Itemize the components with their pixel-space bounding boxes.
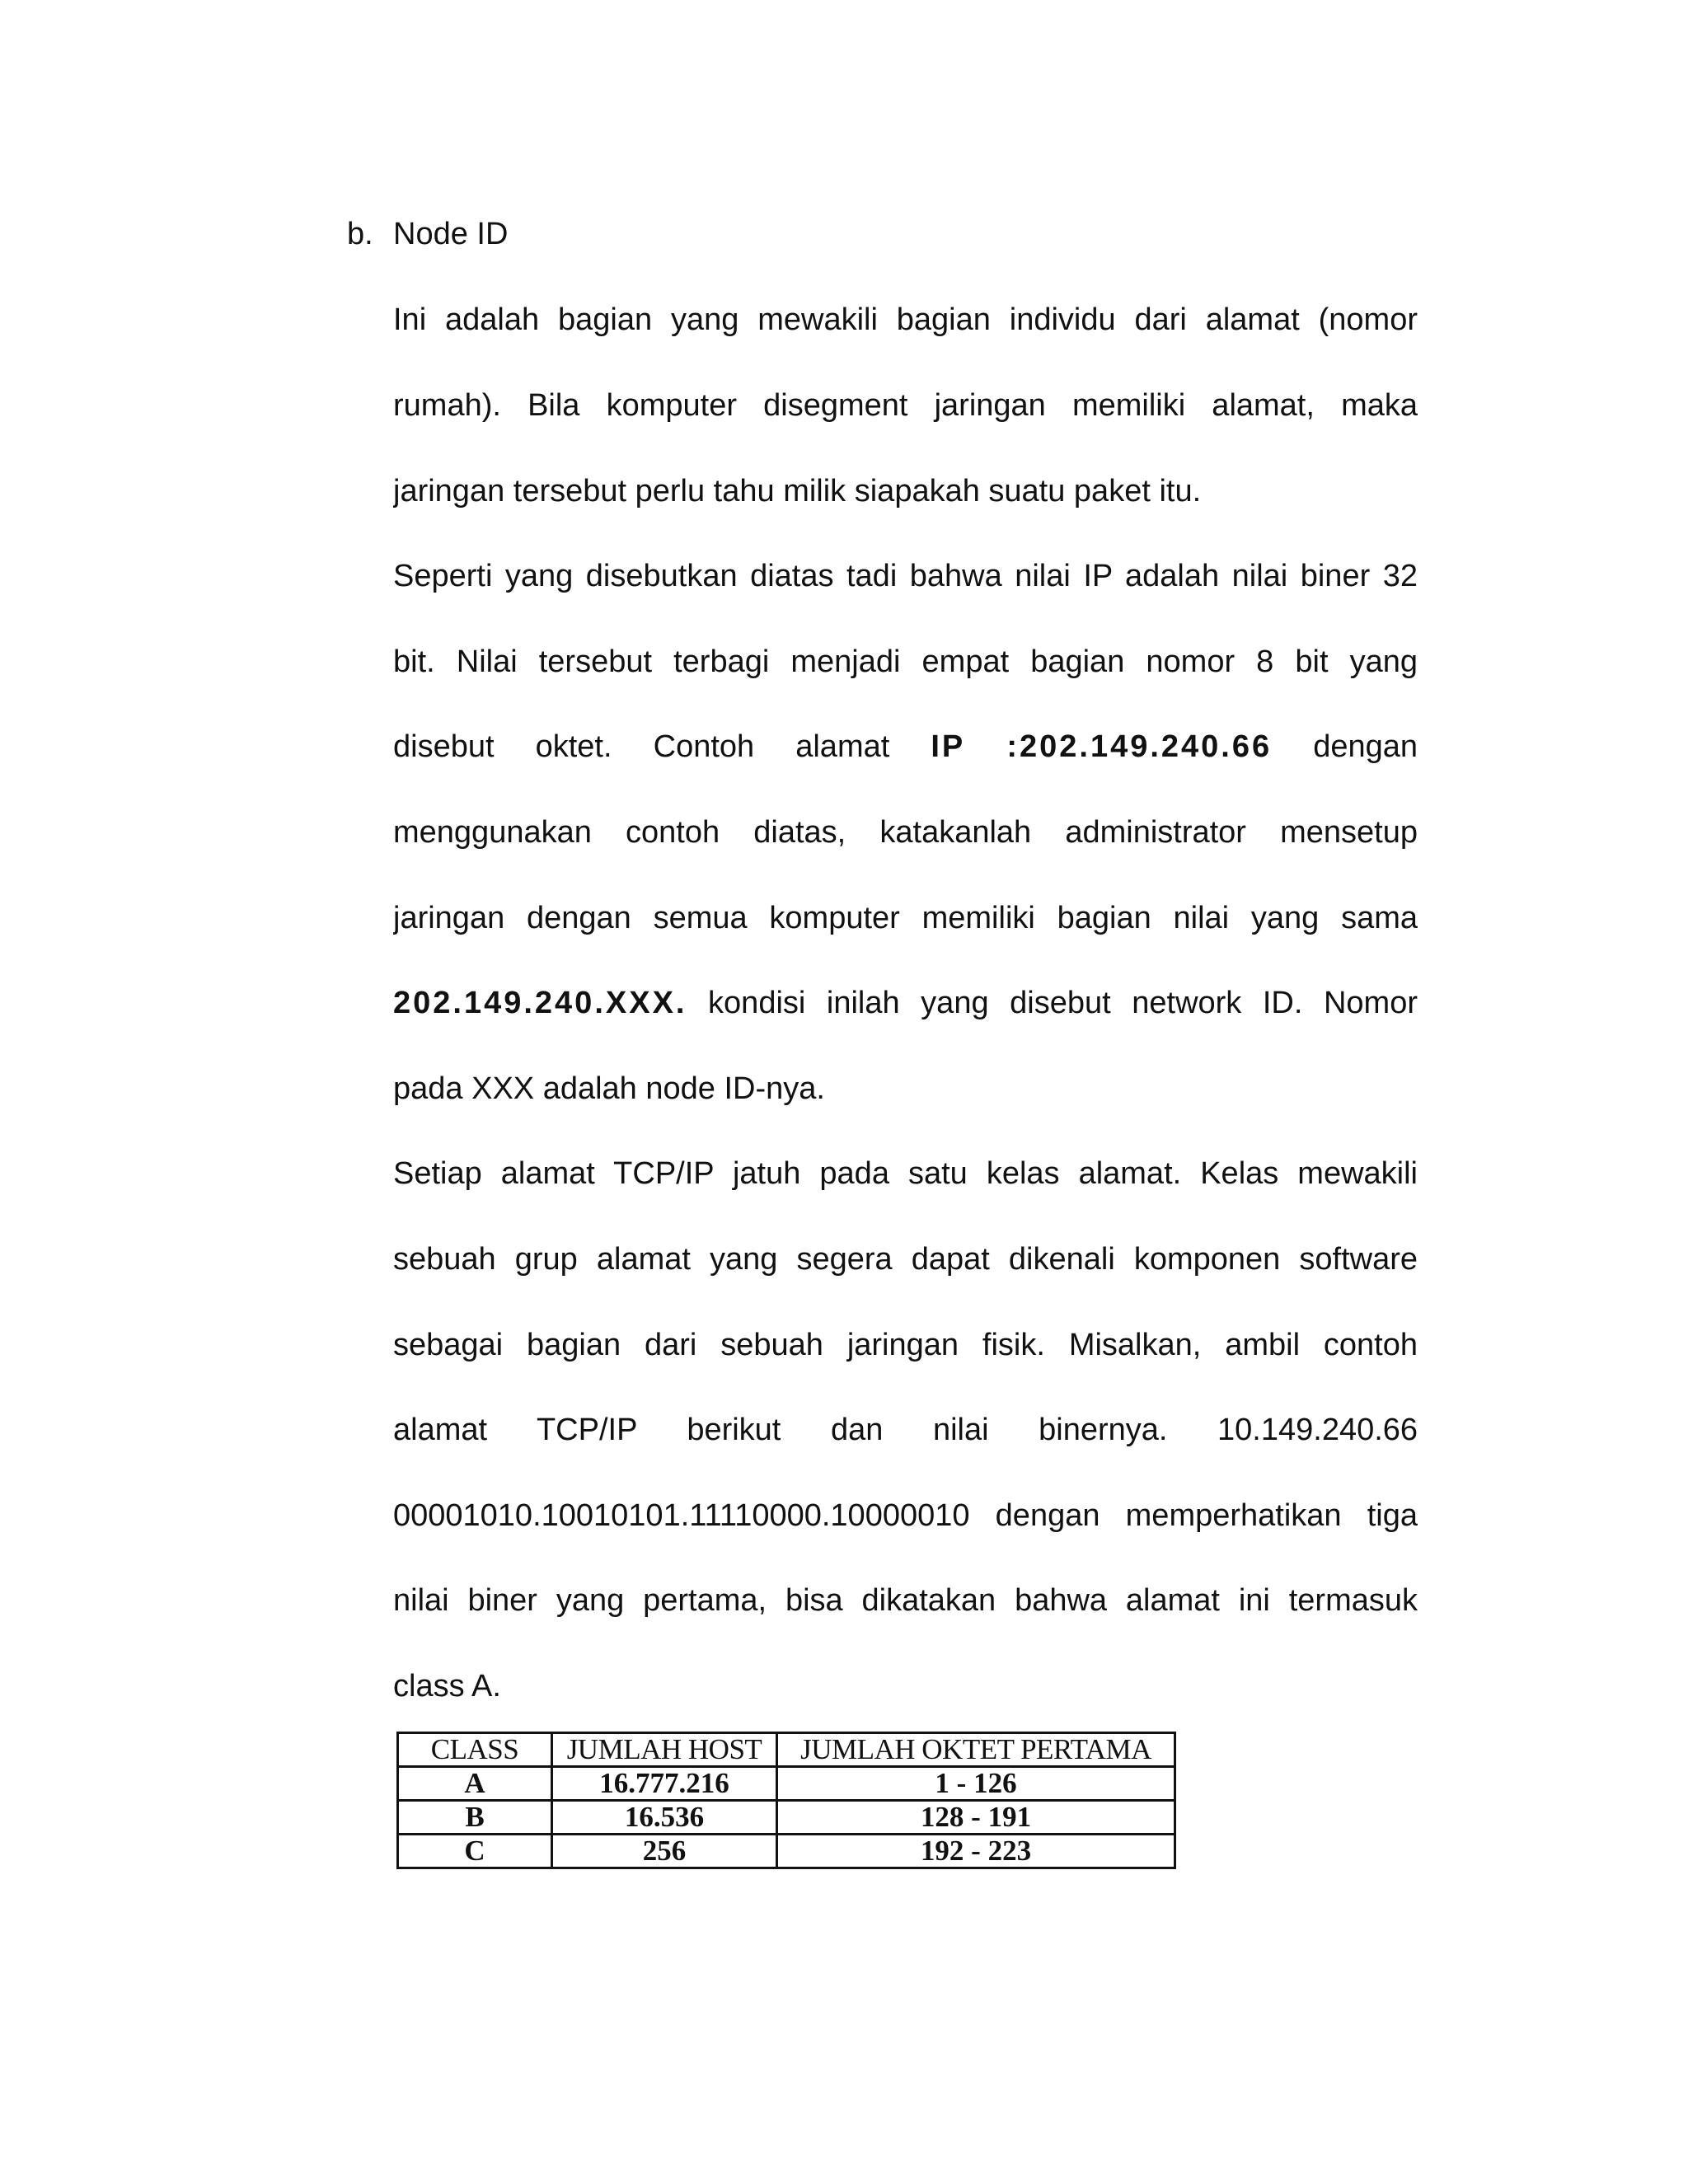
- line-word: dengan: [1313, 729, 1418, 764]
- line-word: dan: [830, 1413, 884, 1447]
- paragraph-2-line-4: menggunakan contoh diatas, katakanlah administrator mensetup: [393, 815, 1418, 850]
- line-word: nilai: [932, 1413, 989, 1447]
- ip-address-example: :202.149.240.66: [1006, 729, 1273, 764]
- paragraph-2-line-5: jaringan dengan semua komputer memiliki bagian nilai yang sama: [393, 901, 1418, 935]
- paragraph-3-line-1: Setiap alamat TCP/IP jatuh pada satu kelas alamat. Kelas mewakili: [393, 1156, 1418, 1191]
- paragraph-3-line-4: [393, 1408, 1418, 1451]
- ip-class-table: [396, 1732, 1176, 1869]
- line-word: oktet.: [535, 729, 612, 764]
- line-word: disebut: [393, 729, 495, 764]
- table-cell-host-count: 256: [552, 1835, 777, 1868]
- network-id-address: 202.149.240.XXX.: [393, 986, 687, 1020]
- line-word: 10.149.240.66: [1217, 1413, 1418, 1447]
- paragraph-2-line-3: [393, 725, 1418, 768]
- table-cell-host-count: 16.536: [552, 1801, 777, 1835]
- section-heading: [347, 213, 508, 255]
- line-word: alamat: [795, 729, 890, 764]
- section-marker: b.: [347, 217, 373, 251]
- table-row: [398, 1835, 1175, 1868]
- column-header-class: CLASS: [398, 1733, 552, 1767]
- paragraph-3-line-3: sebagai bagian dari sebuah jaringan fisik. Misalkan, ambil contoh: [393, 1328, 1418, 1362]
- line-text: kondisi inilah yang disebut network ID. Nomor: [708, 986, 1418, 1020]
- paragraph-2-line-6: [393, 982, 1418, 1024]
- column-header-host-count: JUMLAH HOST: [552, 1733, 777, 1767]
- table-header-row: [398, 1733, 1175, 1767]
- table-row: [398, 1767, 1175, 1801]
- paragraph-3-line-6: nilai biner yang pertama, bisa dikatakan bahwa alamat ini termasuk: [393, 1583, 1418, 1618]
- paragraph-2-line-7: pada XXX adalah node ID-nya.: [393, 1071, 825, 1106]
- line-word: Contoh: [653, 729, 755, 764]
- column-header-first-octet: JUMLAH OKTET PERTAMA: [777, 1733, 1175, 1767]
- line-word: berikut: [687, 1413, 781, 1447]
- paragraph-3-line-7: class A.: [393, 1669, 501, 1704]
- table-row: [398, 1801, 1175, 1835]
- line-word: TCP/IP: [536, 1413, 637, 1447]
- table-cell-first-octet: 192 - 223: [777, 1835, 1175, 1868]
- line-word: alamat: [393, 1413, 488, 1447]
- table-cell-class: B: [398, 1801, 552, 1835]
- table-cell-class: C: [398, 1835, 552, 1868]
- table-cell-class: A: [398, 1767, 552, 1801]
- paragraph-1-line-3: jaringan tersebut perlu tahu milik siapakah suatu paket itu.: [393, 474, 1202, 509]
- table-cell-first-octet: 1 - 126: [777, 1767, 1175, 1801]
- paragraph-1-line-1: Ini adalah bagian yang mewakili bagian individu dari alamat (nomor: [393, 302, 1418, 337]
- table-cell-first-octet: 128 - 191: [777, 1801, 1175, 1835]
- table-cell-host-count: 16.777.216: [552, 1767, 777, 1801]
- line-word: binernya.: [1039, 1413, 1168, 1447]
- paragraph-2-line-2: bit. Nilai tersebut terbagi menjadi empat bagian nomor 8 bit yang: [393, 644, 1418, 679]
- paragraph-2-line-1: Seperti yang disebutkan diatas tadi bahwa nilai IP adalah nilai biner 32: [393, 559, 1418, 593]
- paragraph-1-line-2: rumah). Bila komputer disegment jaringan memiliki alamat, maka: [393, 388, 1418, 423]
- paragraph-3-line-5: 00001010.10010101.11110000.10000010 dengan memperhatikan tiga: [393, 1498, 1418, 1533]
- ip-label: IP: [931, 729, 966, 764]
- paragraph-3-line-2: sebuah grup alamat yang segera dapat dikenali komponen software: [393, 1242, 1418, 1277]
- section-title: Node ID: [393, 217, 509, 251]
